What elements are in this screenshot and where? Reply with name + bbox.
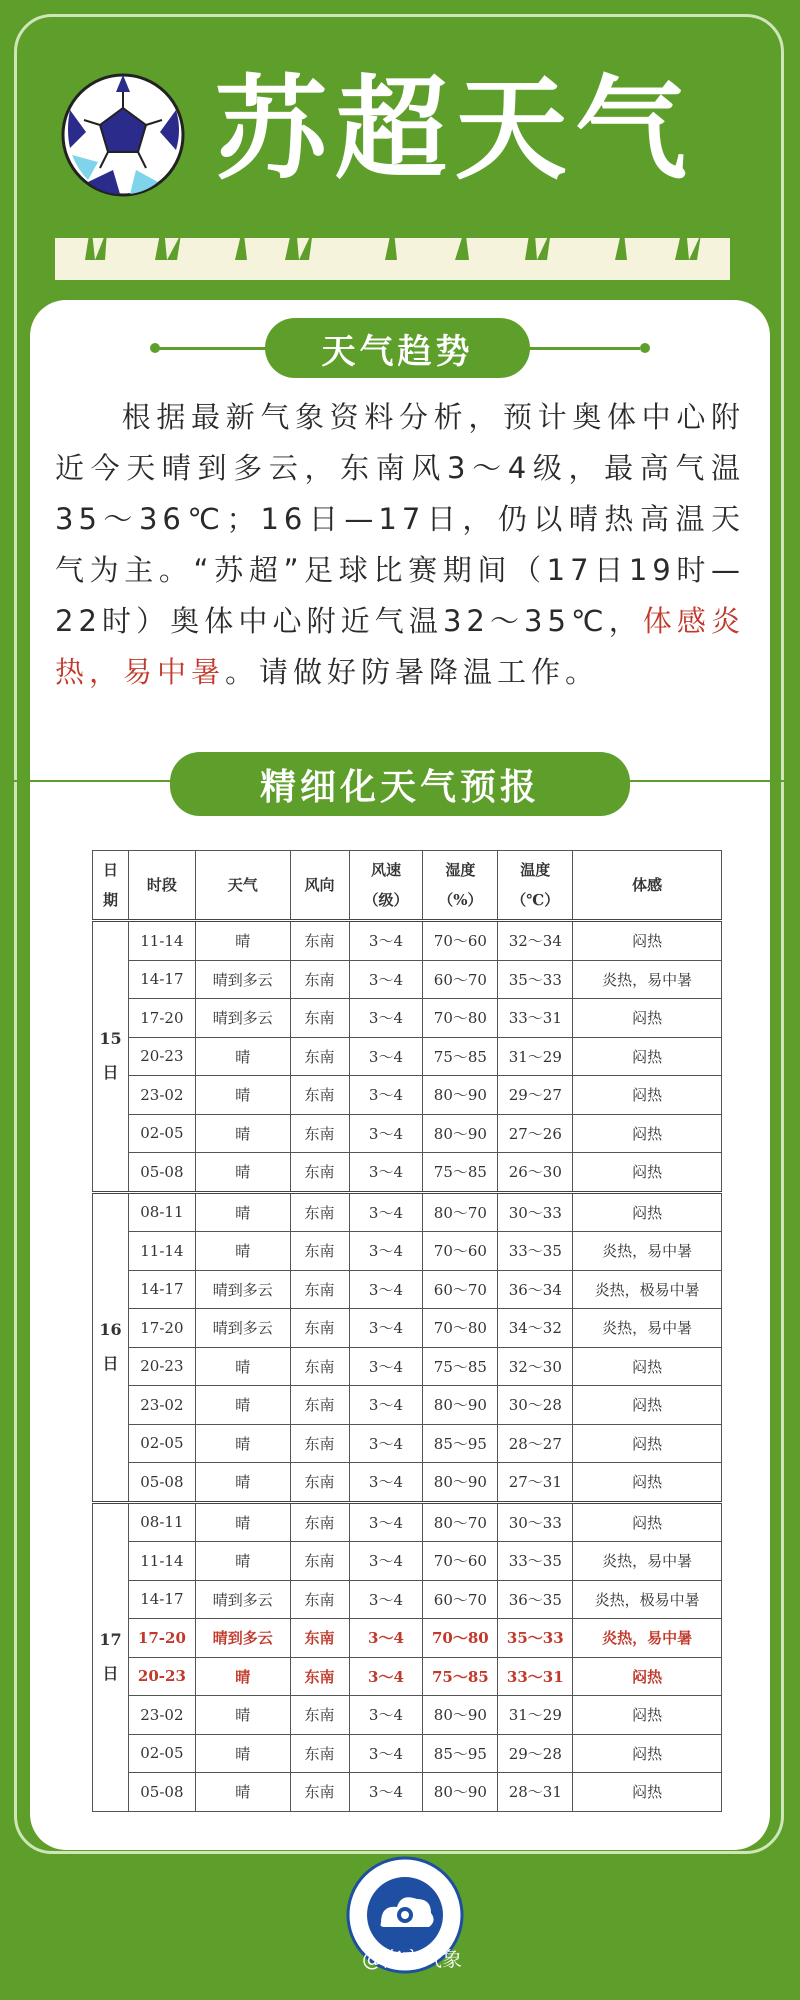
cell-feel: 闷热 (573, 1192, 722, 1232)
cell-temp: 28～31 (498, 1773, 573, 1812)
cell-time: 23-02 (128, 1696, 195, 1735)
cell-time: 05-08 (128, 1153, 195, 1193)
column-header: 日 期 (93, 851, 129, 921)
cell-time: 20-23 (128, 1347, 195, 1386)
cell-humidity: 70～60 (423, 1542, 498, 1581)
cell-time: 02-05 (128, 1734, 195, 1773)
cell-time: 11-14 (128, 1542, 195, 1581)
cell-feel: 闷热 (573, 1114, 722, 1153)
table-row (93, 1153, 722, 1193)
cell-temp: 30～28 (498, 1386, 573, 1425)
cell-wind-dir: 东南 (290, 1424, 349, 1463)
heading-line-left (155, 347, 270, 350)
table-row (93, 1347, 722, 1386)
cell-feel: 炎热，易中暑 (573, 1232, 722, 1271)
cell-temp: 27～31 (498, 1463, 573, 1503)
table-row (93, 1734, 722, 1773)
cell-time: 23-02 (128, 1076, 195, 1115)
cell-feel: 炎热，易中暑 (573, 1309, 722, 1348)
cell-temp: 32～30 (498, 1347, 573, 1386)
cell-wind-dir: 东南 (290, 1619, 349, 1658)
cell-humidity: 70～60 (423, 1232, 498, 1271)
cell-temp: 26～30 (498, 1153, 573, 1193)
cell-feel: 闷热 (573, 1696, 722, 1735)
cell-feel: 炎热，极易中暑 (573, 1580, 722, 1619)
cell-time: 17-20 (128, 1309, 195, 1348)
table-row (93, 1192, 722, 1232)
cell-temp: 33～35 (498, 1232, 573, 1271)
cell-humidity: 60～70 (423, 960, 498, 999)
cell-feel: 炎热，易中暑 (573, 960, 722, 999)
cell-humidity: 80～70 (423, 1192, 498, 1232)
cell-humidity: 80～90 (423, 1463, 498, 1503)
cell-temp: 28～27 (498, 1424, 573, 1463)
cell-humidity: 75～85 (423, 1037, 498, 1076)
cell-wind-speed: 3～4 (349, 1463, 423, 1503)
table-row (93, 1386, 722, 1425)
cell-wind-speed: 3～4 (349, 1696, 423, 1735)
cell-wind-speed: 3～4 (349, 1114, 423, 1153)
cell-time: 14-17 (128, 1580, 195, 1619)
cell-humidity: 80～90 (423, 1386, 498, 1425)
cell-weather: 晴 (195, 1773, 290, 1812)
table-row (93, 1270, 722, 1309)
cell-wind-speed: 3～4 (349, 1424, 423, 1463)
date-cell: 16 日 (93, 1192, 129, 1502)
page-title: 苏超天气 (215, 65, 695, 195)
cell-time: 23-02 (128, 1386, 195, 1425)
cell-wind-speed: 3～4 (349, 1309, 423, 1348)
cell-feel: 闷热 (573, 921, 722, 961)
cell-wind-speed: 3～4 (349, 1619, 423, 1658)
cell-humidity: 60～70 (423, 1270, 498, 1309)
cell-feel: 闷热 (573, 999, 722, 1038)
cell-weather: 晴 (195, 1114, 290, 1153)
table-row (93, 921, 722, 961)
column-header: 风速 （级） (349, 851, 423, 921)
cell-weather: 晴 (195, 1076, 290, 1115)
cell-temp: 33～31 (498, 1657, 573, 1696)
cell-feel: 闷热 (573, 1657, 722, 1696)
cell-temp: 33～35 (498, 1542, 573, 1581)
table-row (93, 1542, 722, 1581)
cell-wind-speed: 3～4 (349, 1542, 423, 1581)
cell-time: 17-20 (128, 999, 195, 1038)
cell-humidity: 80～90 (423, 1114, 498, 1153)
trend-text-1: 根据最新气象资料分析，预计奥体中心附近今天晴到多云，东南风3～4级，最高气温35～36℃；16日—17日，仍以晴热高温天气为主。“苏超”足球比赛期间（17日19时—22时）奥体中心附近气温32～35℃， (55, 400, 745, 638)
trend-paragraph (55, 392, 745, 698)
table-row (93, 1309, 722, 1348)
cell-feel: 闷热 (573, 1037, 722, 1076)
table-row (93, 1657, 722, 1696)
cell-wind-speed: 3～4 (349, 999, 423, 1038)
cell-feel: 炎热，极易中暑 (573, 1270, 722, 1309)
cell-wind-dir: 东南 (290, 1309, 349, 1348)
cell-feel: 闷热 (573, 1153, 722, 1193)
cell-wind-dir: 东南 (290, 1542, 349, 1581)
table-row (93, 1424, 722, 1463)
cell-weather: 晴 (195, 1696, 290, 1735)
cell-wind-dir: 东南 (290, 1076, 349, 1115)
cell-feel: 闷热 (573, 1076, 722, 1115)
cell-weather: 晴 (195, 1424, 290, 1463)
table-row (93, 1696, 722, 1735)
heading-dot-right (640, 343, 650, 353)
cell-humidity: 70～80 (423, 1309, 498, 1348)
trend-heading: 天气趋势 (265, 318, 530, 378)
cell-humidity: 80～90 (423, 1076, 498, 1115)
cell-time: 08-11 (128, 1502, 195, 1542)
cell-temp: 29～27 (498, 1076, 573, 1115)
cell-time: 20-23 (128, 1657, 195, 1696)
cell-temp: 27～26 (498, 1114, 573, 1153)
cell-time: 20-23 (128, 1037, 195, 1076)
column-header: 体感 (573, 851, 722, 921)
cell-wind-dir: 东南 (290, 1463, 349, 1503)
cell-wind-dir: 东南 (290, 1657, 349, 1696)
table-row (93, 1037, 722, 1076)
cell-time: 14-17 (128, 1270, 195, 1309)
cell-weather: 晴 (195, 1463, 290, 1503)
table-row (93, 1114, 722, 1153)
cell-wind-speed: 3～4 (349, 960, 423, 999)
table-row (93, 1232, 722, 1271)
cell-wind-dir: 东南 (290, 921, 349, 961)
cell-weather: 晴到多云 (195, 1619, 290, 1658)
cell-wind-speed: 3～4 (349, 1657, 423, 1696)
cell-wind-speed: 3～4 (349, 1037, 423, 1076)
table-row (93, 1463, 722, 1503)
cell-time: 14-17 (128, 960, 195, 999)
cell-feel: 闷热 (573, 1347, 722, 1386)
cell-temp: 31～29 (498, 1037, 573, 1076)
cell-wind-speed: 3～4 (349, 1347, 423, 1386)
cell-wind-dir: 东南 (290, 1696, 349, 1735)
cell-time: 05-08 (128, 1773, 195, 1812)
cell-temp: 36～35 (498, 1580, 573, 1619)
column-header: 湿度 （%） (423, 851, 498, 921)
table-row (93, 1502, 722, 1542)
cell-weather: 晴到多云 (195, 999, 290, 1038)
cell-temp: 30～33 (498, 1192, 573, 1232)
trend-highlight: 体感炎热，易中暑 (55, 604, 745, 689)
cell-wind-dir: 东南 (290, 1502, 349, 1542)
cell-temp: 31～29 (498, 1696, 573, 1735)
cell-feel: 闷热 (573, 1386, 722, 1425)
cell-feel: 闷热 (573, 1734, 722, 1773)
trend-text-2: 。请做好防暑降温工作。 (225, 655, 600, 689)
cell-time: 02-05 (128, 1424, 195, 1463)
cell-humidity: 80～90 (423, 1773, 498, 1812)
cell-wind-speed: 3～4 (349, 1502, 423, 1542)
cell-wind-dir: 东南 (290, 1386, 349, 1425)
column-header: 风向 (290, 851, 349, 921)
cell-temp: 32～34 (498, 921, 573, 961)
cell-weather: 晴 (195, 1232, 290, 1271)
cell-temp: 36～34 (498, 1270, 573, 1309)
cell-time: 05-08 (128, 1463, 195, 1503)
cell-wind-dir: 东南 (290, 1347, 349, 1386)
cell-wind-dir: 东南 (290, 960, 349, 999)
cell-wind-dir: 东南 (290, 1232, 349, 1271)
column-header: 温度 （℃） (498, 851, 573, 921)
cell-wind-speed: 3～4 (349, 1192, 423, 1232)
cell-wind-speed: 3～4 (349, 1734, 423, 1773)
cell-weather: 晴 (195, 1192, 290, 1232)
table-row (93, 1619, 722, 1658)
cell-weather: 晴 (195, 1502, 290, 1542)
cell-weather: 晴到多云 (195, 1580, 290, 1619)
cell-weather: 晴 (195, 921, 290, 961)
cell-weather: 晴 (195, 1037, 290, 1076)
cell-weather: 晴 (195, 1542, 290, 1581)
cell-wind-dir: 东南 (290, 1192, 349, 1232)
table-header-row (93, 851, 722, 921)
watermark: @南京气象 (362, 1947, 462, 1971)
cell-feel: 闷热 (573, 1424, 722, 1463)
column-header: 天气 (195, 851, 290, 921)
cell-weather: 晴 (195, 1347, 290, 1386)
cell-temp: 33～31 (498, 999, 573, 1038)
cell-wind-dir: 东南 (290, 1580, 349, 1619)
cell-weather: 晴 (195, 1734, 290, 1773)
cell-wind-dir: 东南 (290, 1114, 349, 1153)
cell-feel: 闷热 (573, 1463, 722, 1503)
cell-wind-dir: 东南 (290, 999, 349, 1038)
cell-wind-speed: 3～4 (349, 1386, 423, 1425)
cell-humidity: 75～85 (423, 1657, 498, 1696)
cell-weather: 晴到多云 (195, 1270, 290, 1309)
cell-feel: 炎热，易中暑 (573, 1542, 722, 1581)
cell-temp: 35～33 (498, 1619, 573, 1658)
cell-wind-speed: 3～4 (349, 1076, 423, 1115)
cell-wind-speed: 3～4 (349, 1580, 423, 1619)
table-row (93, 1076, 722, 1115)
cell-wind-speed: 3～4 (349, 1773, 423, 1812)
cell-humidity: 70～60 (423, 921, 498, 961)
cell-weather: 晴 (195, 1153, 290, 1193)
cell-temp: 30～33 (498, 1502, 573, 1542)
cell-humidity: 85～95 (423, 1424, 498, 1463)
grass-banner (55, 200, 730, 285)
cell-time: 11-14 (128, 1232, 195, 1271)
cell-wind-speed: 3～4 (349, 921, 423, 961)
cell-feel: 闷热 (573, 1502, 722, 1542)
cell-wind-speed: 3～4 (349, 1232, 423, 1271)
cell-feel: 炎热，易中暑 (573, 1619, 722, 1658)
cell-wind-speed: 3～4 (349, 1270, 423, 1309)
cell-humidity: 70～80 (423, 999, 498, 1038)
cell-wind-dir: 东南 (290, 1270, 349, 1309)
cell-time: 08-11 (128, 1192, 195, 1232)
cell-wind-dir: 东南 (290, 1153, 349, 1193)
cell-weather: 晴 (195, 1386, 290, 1425)
cell-time: 17-20 (128, 1619, 195, 1658)
cell-humidity: 75～85 (423, 1153, 498, 1193)
cell-wind-dir: 东南 (290, 1734, 349, 1773)
cell-weather: 晴到多云 (195, 960, 290, 999)
football-icon (58, 70, 188, 200)
cell-humidity: 80～90 (423, 1696, 498, 1735)
table-row (93, 999, 722, 1038)
date-cell: 17 日 (93, 1502, 129, 1811)
table-row (93, 960, 722, 999)
date-cell: 15 日 (93, 921, 129, 1193)
cell-wind-speed: 3～4 (349, 1153, 423, 1193)
cell-humidity: 80～70 (423, 1502, 498, 1542)
forecast-heading: 精细化天气预报 (170, 752, 630, 816)
table-row (93, 1773, 722, 1812)
cell-weather: 晴到多云 (195, 1309, 290, 1348)
forecast-table (92, 850, 722, 1812)
cell-weather: 晴 (195, 1657, 290, 1696)
cell-feel: 闷热 (573, 1773, 722, 1812)
cell-humidity: 60～70 (423, 1580, 498, 1619)
cell-wind-dir: 东南 (290, 1037, 349, 1076)
cell-humidity: 85～95 (423, 1734, 498, 1773)
cell-time: 11-14 (128, 921, 195, 961)
cell-humidity: 70～80 (423, 1619, 498, 1658)
column-header: 时段 (128, 851, 195, 921)
cell-temp: 34～32 (498, 1309, 573, 1348)
cell-temp: 29～28 (498, 1734, 573, 1773)
cell-time: 02-05 (128, 1114, 195, 1153)
cell-wind-dir: 东南 (290, 1773, 349, 1812)
heading-line-right (525, 347, 640, 350)
cell-humidity: 75～85 (423, 1347, 498, 1386)
table-row (93, 1580, 722, 1619)
cell-temp: 35～33 (498, 960, 573, 999)
